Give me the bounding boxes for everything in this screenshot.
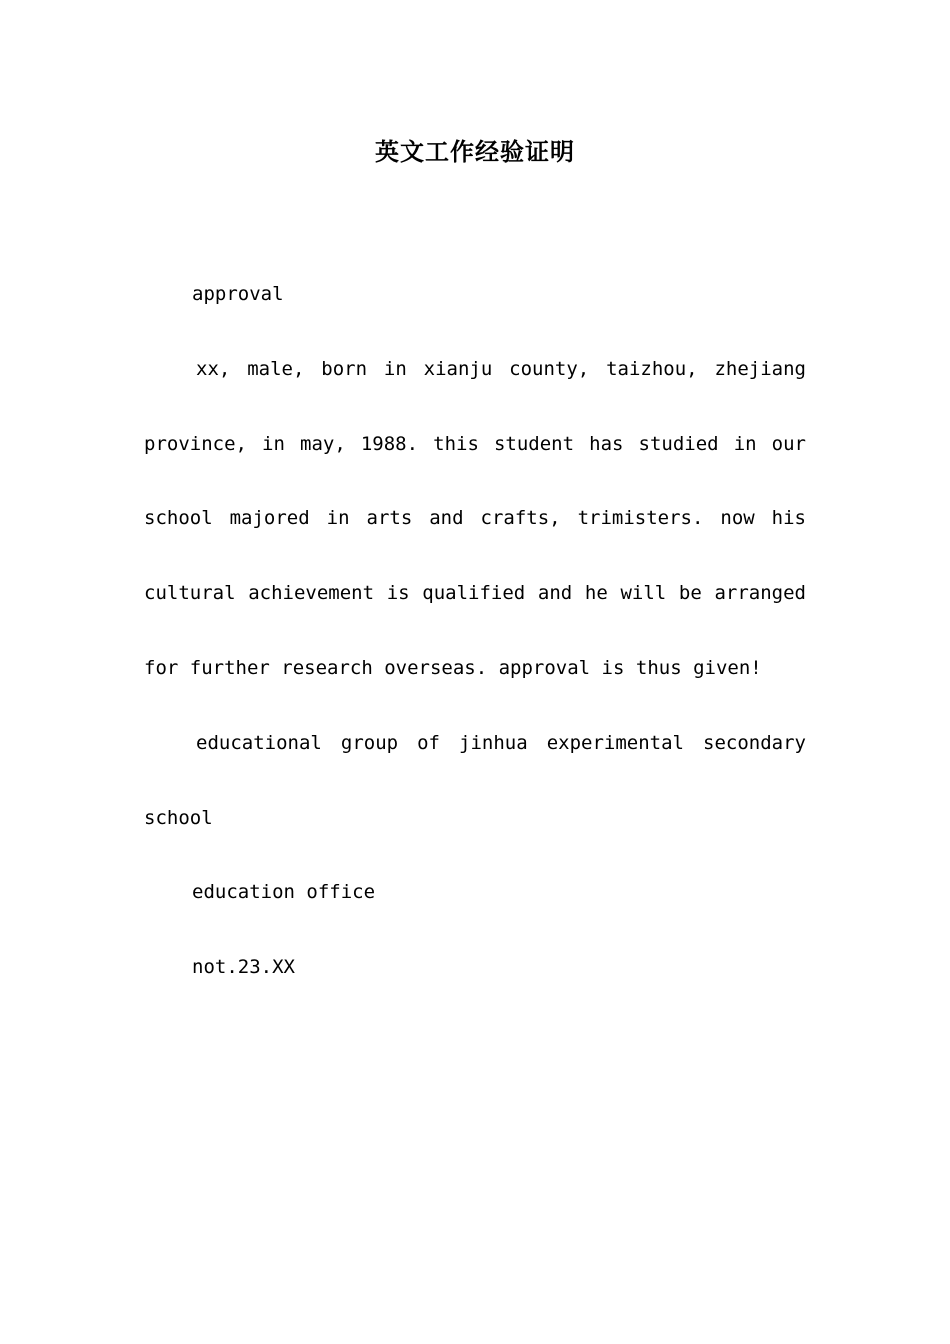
approval-body: xx, male, born in xianju county, taizhou, zhejiang province, in may, 1988. this student has studied in our school majored in arts and crafts, trimisters. now his cultural achievement is qualified and he will be arranged for further research overseas. approval is thus given! <box>144 357 806 679</box>
salutation: approval <box>192 283 284 305</box>
document-date: not.23.XX <box>192 956 295 979</box>
issuer-name: educational group of jinhua experimental secondary school <box>144 731 806 829</box>
issuer-office: education office <box>192 881 376 904</box>
document-title: 英文工作经验证明 <box>375 137 575 166</box>
document-body <box>144 257 806 1005</box>
